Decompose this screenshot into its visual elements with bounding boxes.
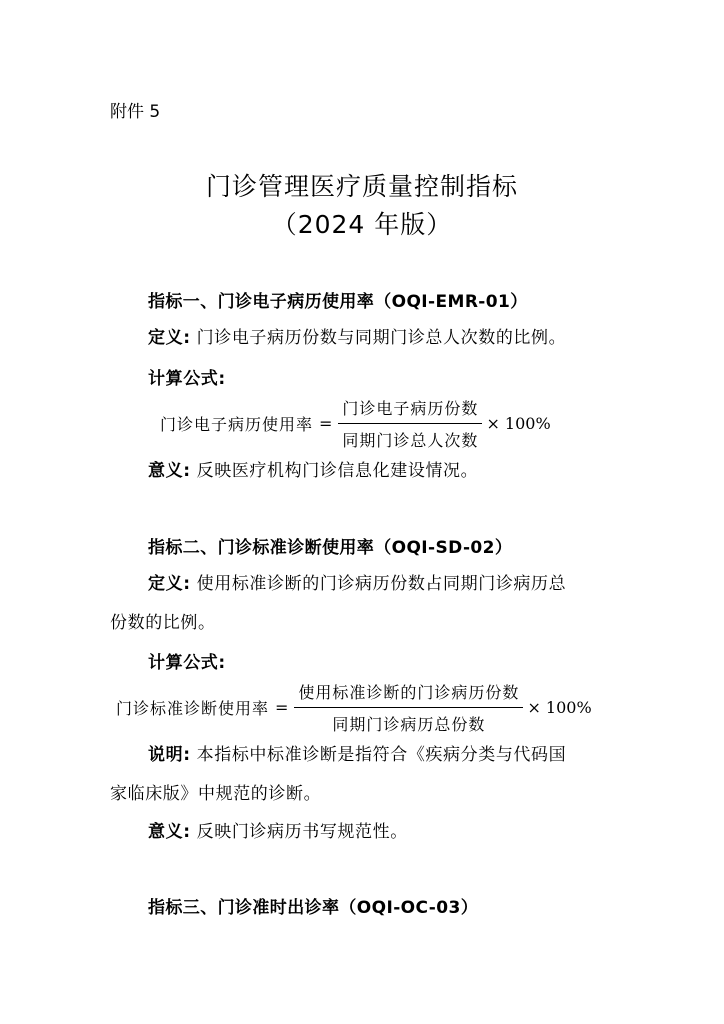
formula-lhs: 门诊标准诊断使用率 bbox=[116, 699, 270, 718]
definition-label: 定义: bbox=[148, 328, 191, 348]
indicator-1-formula bbox=[160, 396, 551, 451]
indicator-2-formula-label: 计算公式: bbox=[148, 653, 226, 673]
formula-lhs: 门诊电子病历使用率 bbox=[160, 415, 314, 434]
indicator-2-heading: 指标二、门诊标准诊断使用率（OQI-SD-02） bbox=[148, 538, 513, 558]
indicator-3-heading: 指标三、门诊准时出诊率（OQI-OC-03） bbox=[148, 898, 479, 918]
indicator-2-note bbox=[148, 740, 566, 765]
formula-fraction bbox=[338, 396, 482, 451]
indicator-2-definition bbox=[148, 569, 566, 594]
indicator-1-definition bbox=[148, 323, 566, 348]
note-label: 说明: bbox=[148, 745, 191, 765]
indicator-1-formula-label: 计算公式: bbox=[148, 369, 226, 389]
meaning-label: 意义: bbox=[148, 822, 191, 842]
indicator-2-definition-cont: 份数的比例。 bbox=[110, 613, 216, 633]
meaning-label: 意义: bbox=[148, 461, 191, 481]
document-title: 门诊管理医疗质量控制指标 bbox=[205, 172, 518, 201]
indicator-1-heading: 指标一、门诊电子病历使用率（OQI-EMR-01） bbox=[148, 292, 528, 312]
formula-multiplier: × 100% bbox=[527, 698, 592, 717]
formula-numerator: 门诊电子病历份数 bbox=[342, 399, 479, 418]
meaning-text: 反映门诊病历书写规范性。 bbox=[196, 822, 408, 842]
formula-denominator: 同期门诊病历总份数 bbox=[332, 715, 486, 734]
attachment-label: 附件 5 bbox=[110, 102, 161, 122]
formula-fraction bbox=[294, 680, 523, 735]
formula-denominator: 同期门诊总人次数 bbox=[342, 431, 479, 450]
document-subtitle-year: （2024 年版） bbox=[271, 210, 453, 239]
definition-text: 门诊电子病历份数与同期门诊总人次数的比例。 bbox=[196, 328, 567, 348]
definition-text-line1: 使用标准诊断的门诊病历份数占同期门诊病历总 bbox=[196, 574, 567, 594]
formula-multiplier: × 100% bbox=[486, 414, 551, 433]
formula-equals: = bbox=[275, 698, 289, 717]
indicator-2-meaning bbox=[148, 817, 408, 842]
note-text-line1: 本指标中标准诊断是指符合《疾病分类与代码国 bbox=[196, 745, 567, 765]
formula-equals: = bbox=[319, 414, 333, 433]
formula-numerator: 使用标准诊断的门诊病历份数 bbox=[298, 683, 520, 702]
meaning-text: 反映医疗机构门诊信息化建设情况。 bbox=[196, 461, 479, 481]
indicator-1-meaning bbox=[148, 456, 478, 481]
indicator-2-note-cont: 家临床版》中规范的诊断。 bbox=[110, 784, 322, 804]
definition-label: 定义: bbox=[148, 574, 191, 594]
indicator-2-formula bbox=[116, 680, 592, 735]
